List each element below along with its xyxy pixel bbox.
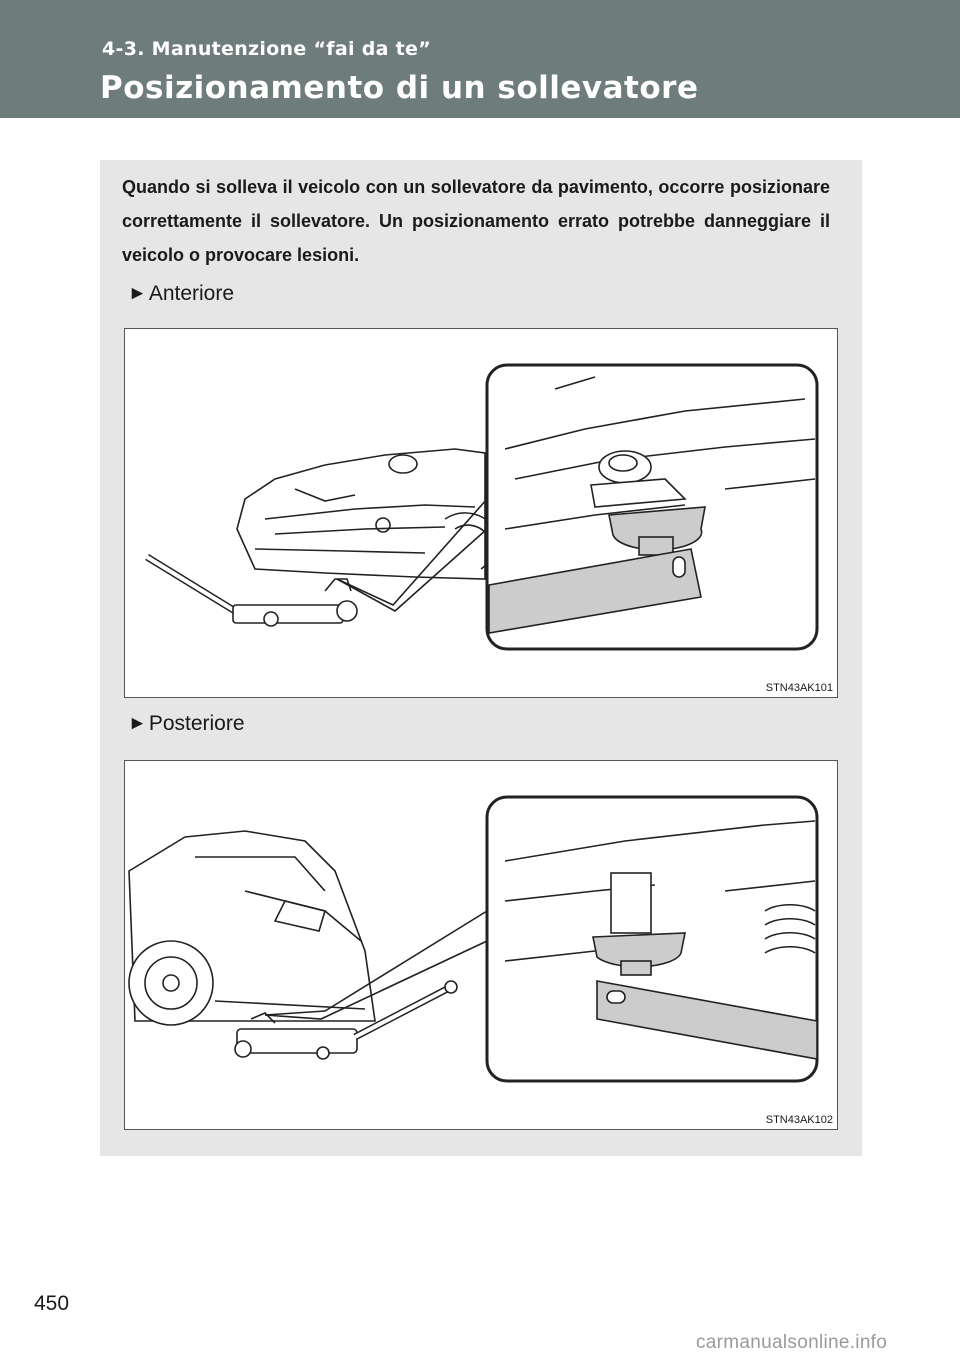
chapter-header xyxy=(0,0,960,118)
page-number: 450 xyxy=(34,1292,70,1315)
figure-label-text: Anteriore xyxy=(148,282,235,305)
triangle-right-icon: ► xyxy=(128,283,147,304)
section-title: 4-3. Manutenzione “fai da te” xyxy=(102,38,431,60)
figure-code: STN43AK102 xyxy=(765,1114,833,1126)
figure-code: STN43AK101 xyxy=(765,682,833,694)
figure-label-text: Posteriore xyxy=(148,712,245,735)
page-title: Posizionamento di un sollevatore xyxy=(100,70,699,106)
watermark: carmanualsonline.info xyxy=(696,1332,888,1353)
rear-jack-illustration xyxy=(124,760,838,1130)
front-jack-illustration xyxy=(124,328,838,698)
figure-label-front xyxy=(128,282,234,306)
triangle-right-icon: ► xyxy=(128,713,147,734)
intro-paragraph: Quando si solleva il veicolo con un sollevatore da pavimento, occorre posizionare correttamente il sollevatore. Un posizionamento errato potrebbe danneggiare il veicolo o provocare lesioni. xyxy=(122,177,830,265)
figure-label-rear xyxy=(128,712,245,736)
